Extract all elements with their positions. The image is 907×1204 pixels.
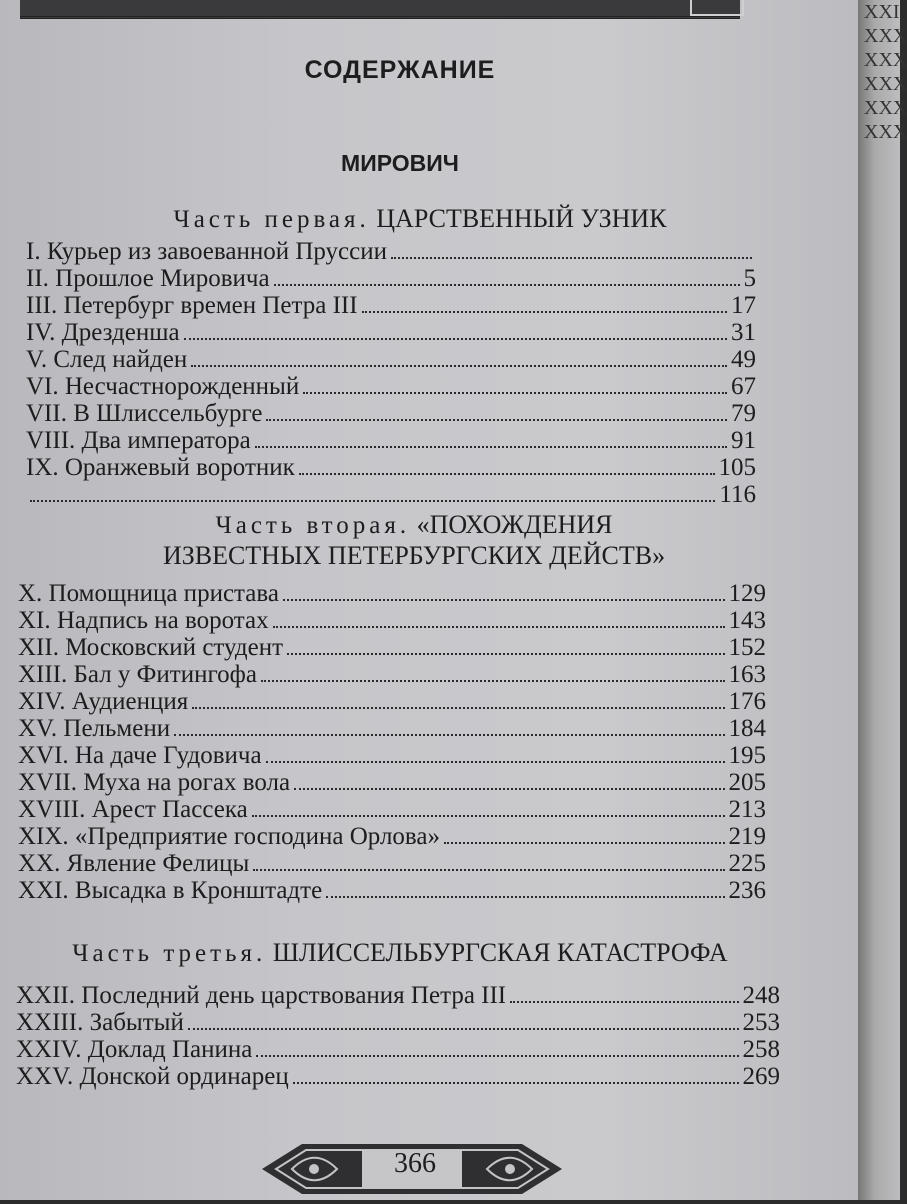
toc-leader-dots <box>303 392 727 394</box>
toc-leader-dots <box>273 626 725 628</box>
toc-entry <box>26 238 756 265</box>
toc-entry-page: 253 <box>742 1009 780 1036</box>
page-number: 366 <box>394 1148 436 1179</box>
toc-entry-page: 258 <box>742 1036 780 1063</box>
toc-entry-page: 49 <box>731 346 756 373</box>
toc-entry <box>16 1063 780 1090</box>
toc-leader-dots <box>326 896 724 898</box>
toc-entry-title: IV. Дрезденша <box>26 319 180 346</box>
toc-entry-title: XXI. Высадка в Кронштадте <box>18 877 323 904</box>
header-ornament-band <box>20 0 740 19</box>
toc-entry <box>18 688 766 715</box>
part-2-heading <box>14 510 814 571</box>
toc-entry <box>16 1036 780 1063</box>
part-1-heading <box>20 204 820 235</box>
toc-entry-page: 31 <box>731 319 756 346</box>
toc-entry-title: V. След найден <box>26 346 188 373</box>
part-3-entries <box>16 982 780 1090</box>
toc-entry <box>18 823 766 850</box>
part-1-entries <box>26 238 756 508</box>
toc-entry <box>18 661 766 688</box>
toc-entry <box>18 796 766 823</box>
part-2-name: «ПОХОЖДЕНИЯ <box>416 510 613 539</box>
toc-entry-title: I. Курьер из завоеванной Пруссии <box>26 238 388 265</box>
toc-leader-dots <box>294 788 724 790</box>
toc-leader-dots <box>299 473 715 475</box>
toc-leader-dots <box>252 815 725 817</box>
part-2-entries <box>18 580 766 904</box>
toc-entry-page: 184 <box>728 715 766 742</box>
part-3-name: ШЛИССЕЛЬБУРГСКАЯ КАТАСТРОФА <box>272 938 728 967</box>
toc-entry-title: III. Петербург времен Петра III <box>26 292 358 319</box>
toc-entry <box>26 454 756 481</box>
toc-entry <box>26 292 756 319</box>
toc-entry <box>18 769 766 796</box>
toc-entry-title: XX. Явление Фелицы <box>18 850 250 877</box>
part-3-heading <box>0 938 800 969</box>
toc-entry <box>26 373 756 400</box>
part-2-label: Часть вторая. <box>215 512 411 539</box>
book-title: МИРОВИЧ <box>341 150 459 176</box>
toc-leader-dots <box>266 761 725 763</box>
next-page-edge-text: XXI XXX XXX XXX XXX XXX <box>864 1 907 143</box>
toc-entry <box>18 742 766 769</box>
toc-entry-title: XVII. Муха на рогах вола <box>18 769 291 796</box>
toc-leader-dots <box>510 1001 738 1003</box>
toc-entry-title: XIII. Бал у Фитингофа <box>18 661 257 688</box>
toc-entry <box>26 319 756 346</box>
toc-entry-title: XV. Пельмени <box>18 715 171 742</box>
toc-entry <box>18 877 766 904</box>
toc-entry-page: 236 <box>728 877 766 904</box>
toc-leader-dots <box>266 419 727 421</box>
toc-leader-dots <box>287 653 724 655</box>
toc-entry-title: XXIII. Забытый <box>16 1009 184 1036</box>
toc-leader-dots <box>256 1055 738 1057</box>
toc-entry-page: 195 <box>728 742 766 769</box>
toc-entry-page: 205 <box>728 769 766 796</box>
toc-entry-title: XXV. Донской ординарец <box>16 1063 289 1090</box>
toc-leader-dots <box>362 311 727 313</box>
toc-entry-title: XXIV. Доклад Панина <box>16 1036 253 1063</box>
toc-entry-page: 213 <box>728 796 766 823</box>
toc-entry-title: XVIII. Арест Пассека <box>18 796 248 823</box>
toc-entry-page: 67 <box>731 373 756 400</box>
toc-entry-title: IX. Оранжевый воротник <box>26 454 295 481</box>
toc-leader-dots <box>184 338 727 340</box>
toc-entry <box>26 427 756 454</box>
toc-entry-page: 152 <box>728 634 766 661</box>
toc-leader-dots <box>444 842 725 844</box>
book-gutter <box>858 0 907 1200</box>
toc-entry <box>18 850 766 877</box>
toc-leader-dots <box>192 707 724 709</box>
toc-leader-dots <box>255 446 727 448</box>
toc-entry-page: 5 <box>743 265 756 292</box>
contents-heading: СОДЕРЖАНИЕ <box>304 56 496 84</box>
toc-leader-dots <box>261 680 725 682</box>
toc-entry <box>26 481 756 508</box>
toc-leader-dots <box>391 257 752 259</box>
toc-entry-title: XIV. Аудиенция <box>18 688 189 715</box>
toc-entry-title: II. Прошлое Мировича <box>26 265 270 292</box>
toc-entry-title: X. Помощница пристава <box>18 580 279 607</box>
toc-entry-page: 176 <box>728 688 766 715</box>
toc-entry-title: VII. В Шлиссельбурге <box>26 400 263 427</box>
toc-leader-dots <box>274 284 740 286</box>
part-1-label: Часть первая. <box>173 206 370 233</box>
toc-entry-page: 219 <box>728 823 766 850</box>
toc-entry-page: 225 <box>728 850 766 877</box>
toc-entry <box>16 1009 780 1036</box>
toc-entry <box>26 400 756 427</box>
toc-entry-title: XIX. «Предприятие господина Орлова» <box>18 823 440 850</box>
toc-entry <box>18 580 766 607</box>
toc-entry-page: 91 <box>731 427 756 454</box>
part-1-name: ЦАРСТВЕННЫЙ УЗНИК <box>376 204 667 233</box>
toc-entry <box>26 346 756 373</box>
toc-entry-page: 79 <box>731 400 756 427</box>
toc-entry-title: VI. Несчастнорожденный <box>26 373 300 400</box>
toc-leader-dots <box>253 869 724 871</box>
toc-entry <box>18 634 766 661</box>
toc-entry-page: 17 <box>731 292 756 319</box>
part-2-name-line2: ИЗВЕСТНЫХ ПЕТЕРБУРГСКИХ ДЕЙСТВ» <box>162 541 666 570</box>
toc-entry-page: 269 <box>742 1063 780 1090</box>
toc-entry <box>18 607 766 634</box>
toc-entry-title: XI. Надпись на воротах <box>18 607 269 634</box>
part-3-label: Часть третья. <box>72 940 267 967</box>
toc-entry-page: 129 <box>728 580 766 607</box>
toc-leader-dots <box>191 365 727 367</box>
toc-entry-page: 116 <box>719 481 756 508</box>
toc-leader-dots <box>293 1082 739 1084</box>
header-ornament <box>690 0 744 16</box>
toc-entry-title: XXII. Последний день царствования Петра III <box>16 982 507 1009</box>
toc-entry-title: VIII. Два императора <box>26 427 251 454</box>
toc-entry-page: 143 <box>728 607 766 634</box>
toc-entry <box>18 715 766 742</box>
toc-entry <box>16 982 780 1009</box>
toc-leader-dots <box>283 599 725 601</box>
toc-leader-dots <box>174 734 724 736</box>
toc-entry-title: XVI. На даче Гудовича <box>18 742 262 769</box>
toc-entry-page: 248 <box>742 982 780 1009</box>
toc-leader-dots <box>30 500 715 502</box>
toc-entry-page: 163 <box>728 661 766 688</box>
toc-entry <box>26 265 756 292</box>
toc-leader-dots <box>188 1028 739 1030</box>
toc-entry-title: XII. Московский студент <box>18 634 284 661</box>
toc-entry-page: 105 <box>718 454 756 481</box>
